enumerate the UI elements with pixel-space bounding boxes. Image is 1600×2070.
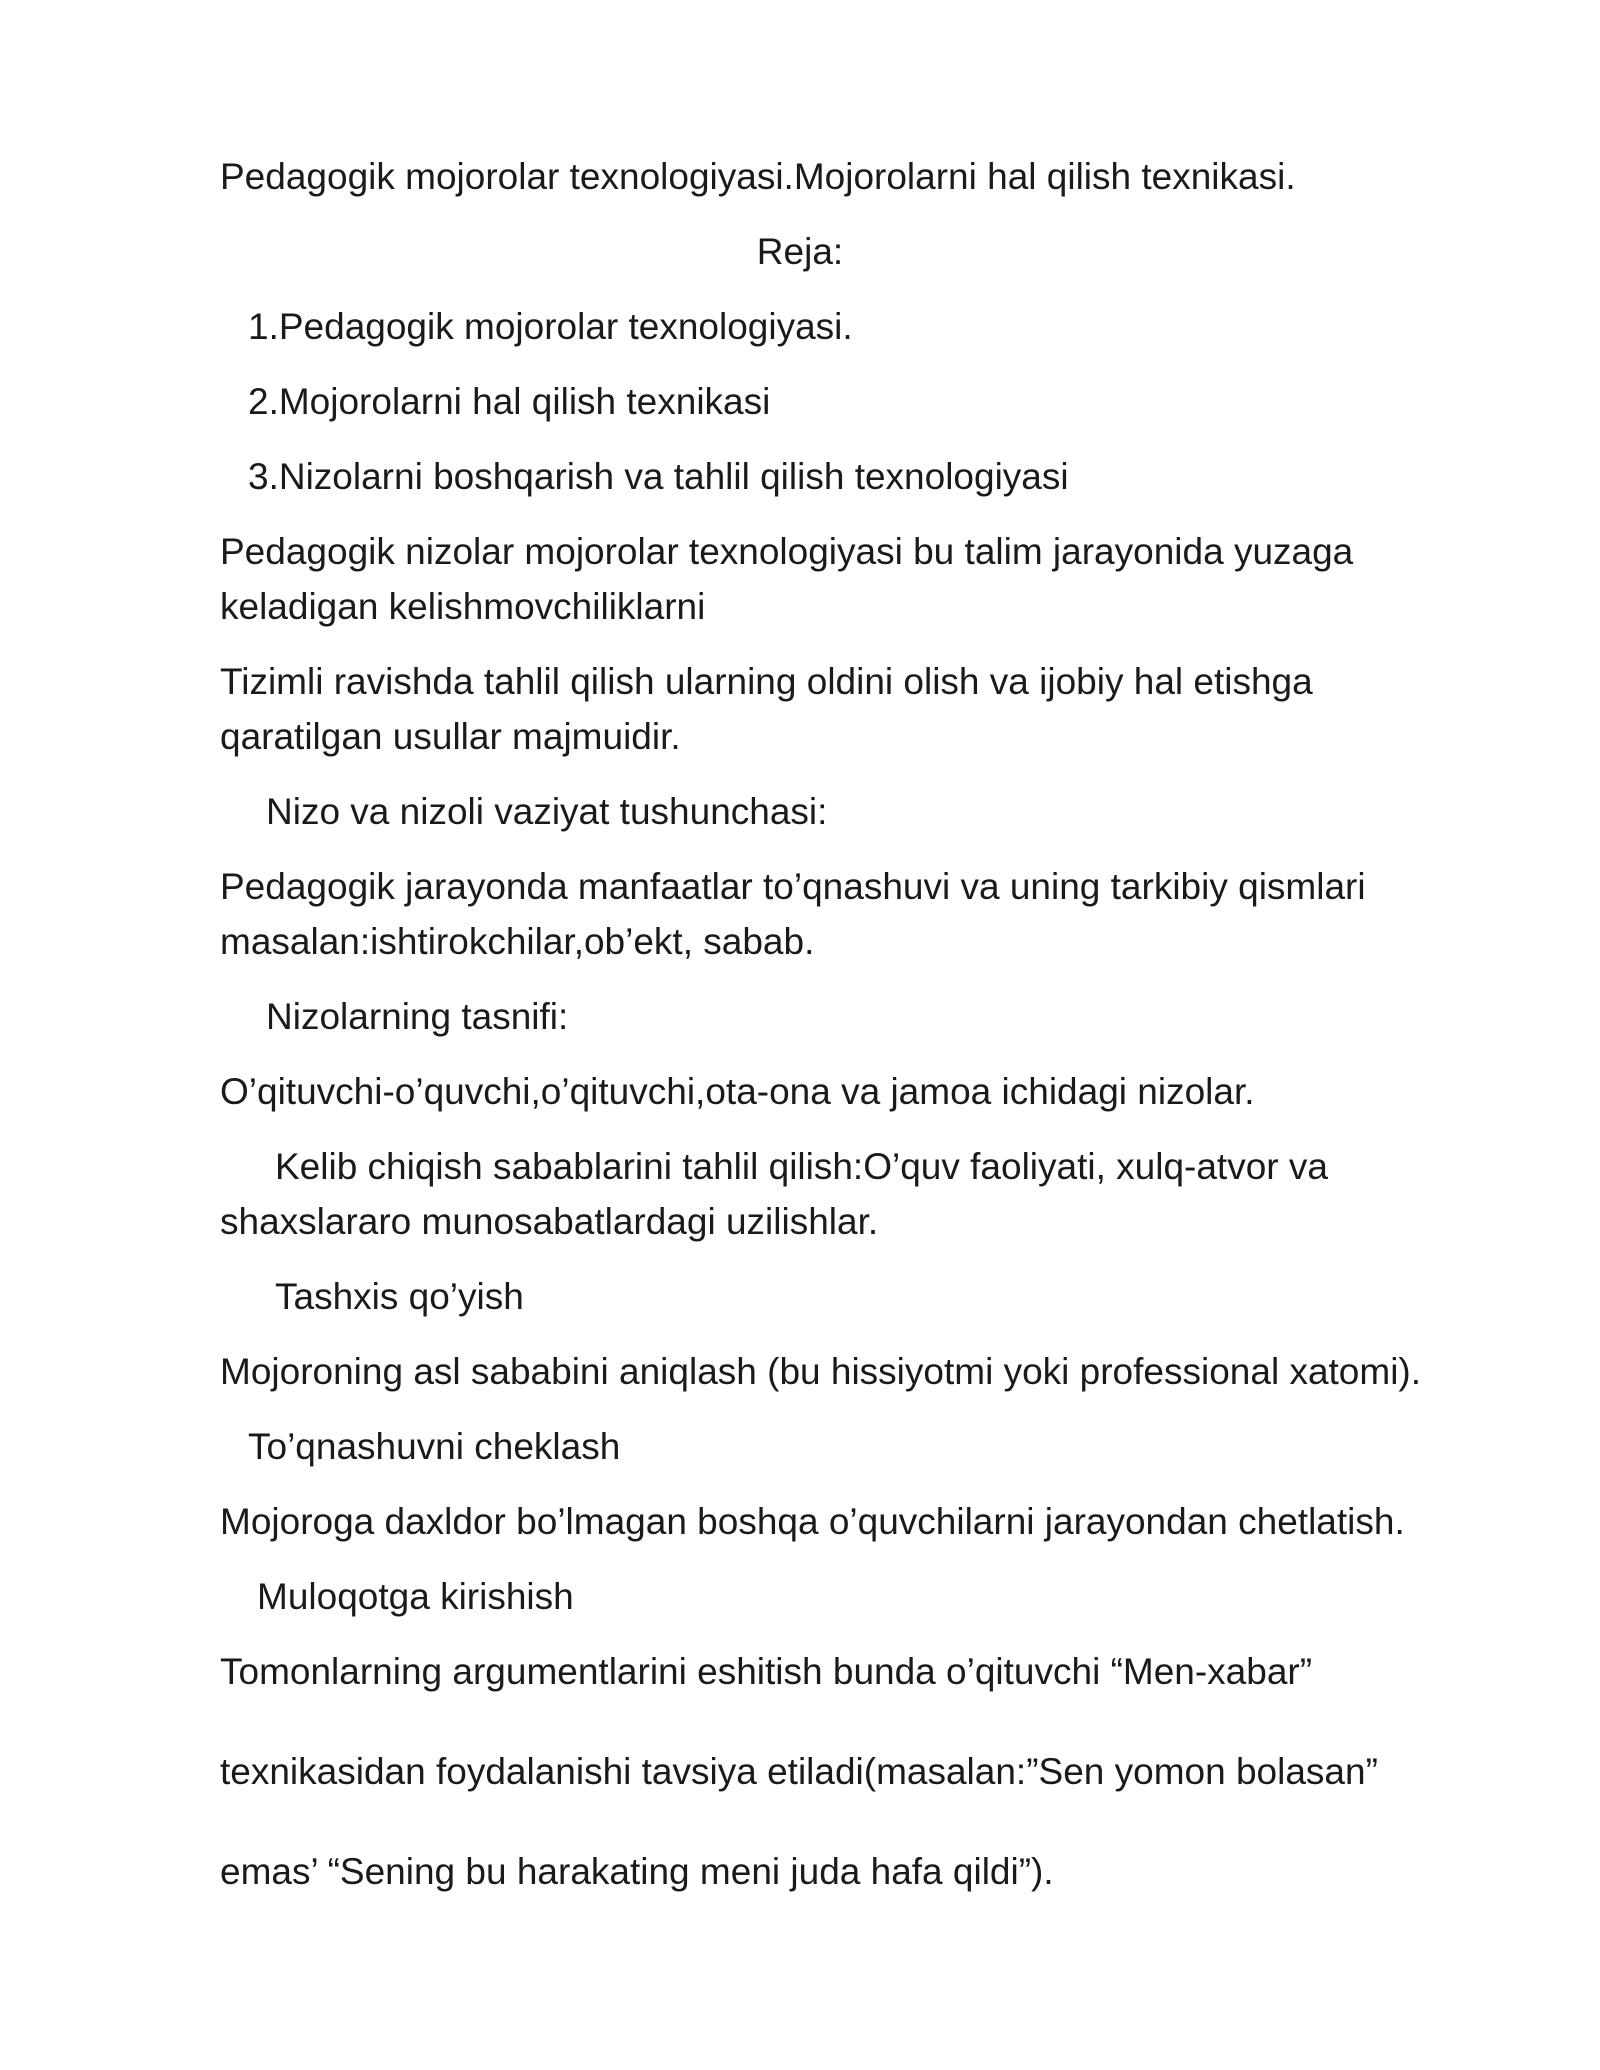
paragraph-2-line-2: qaratilgan usullar majmuidir.: [220, 716, 681, 757]
causes-text-line-1: Kelib chiqish sabablarini tahlil qilish:O’quv faoliyati, xulq-atvor va: [275, 1146, 1328, 1187]
paragraph-1-line-2: keladigan kelishmovchiliklarni: [220, 586, 706, 627]
diagnosis-text: Mojoroning asl sababini aniqlash (bu hissiyotmi yoki professional xatomi).: [220, 1351, 1422, 1392]
plan-item-3: 3.Nizolarni boshqarish va tahlil qilish texnologiyasi: [248, 456, 1069, 497]
communication-line-1: Tomonlarning argumentlarini eshitish bunda o’qituvchi “Men-xabar”: [220, 1651, 1313, 1692]
plan-item-2: 2.Mojorolarni hal qilish texnikasi: [248, 381, 771, 422]
causes-text-line-2: shaxslararo munosabatlardagi uzilishlar.: [220, 1201, 879, 1242]
limit-text: Mojoroga daxldor bo’lmagan boshqa o’quvchilarni jarayondan chetlatish.: [220, 1501, 1405, 1542]
paragraph-1-line-1: Pedagogik nizolar mojorolar texnologiyasi bu talim jarayonida yuzaga: [220, 531, 1354, 572]
paragraph-2-line-1: Tizimli ravishda tahlil qilish ularning oldini olish va ijobiy hal etishga: [220, 661, 1313, 702]
diagnosis-heading: Tashxis qo’yish: [275, 1276, 524, 1317]
classification-heading: Nizolarning tasnifi:: [266, 996, 569, 1037]
communication-line-3: emas’ “Sening bu harakating meni juda hafa qildi”).: [220, 1851, 1054, 1892]
limit-heading: To’qnashuvni cheklash: [248, 1426, 621, 1467]
communication-heading: Muloqotga kirishish: [257, 1576, 574, 1617]
concept-text-line-2: masalan:ishtirokchilar,ob’ekt, sabab.: [220, 921, 815, 962]
concept-text-line-1: Pedagogik jarayonda manfaatlar to’qnashuvi va uning tarkibiy qismlari: [220, 866, 1366, 907]
classification-text: O’qituvchi-o’quvchi,o’qituvchi,ota-ona va jamoa ichidagi nizolar.: [220, 1071, 1255, 1112]
document-title: Pedagogik mojorolar texnologiyasi.Mojorolarni hal qilish texnikasi.: [220, 156, 1296, 197]
concept-heading: Nizo va nizoli vaziyat tushunchasi:: [266, 791, 828, 832]
communication-line-2: texnikasidan foydalanishi tavsiya etiladi(masalan:”Sen yomon bolasan”: [220, 1751, 1378, 1792]
plan-heading: Reja:: [756, 231, 844, 272]
plan-item-1: 1.Pedagogik mojorolar texnologiyasi.: [248, 306, 853, 347]
